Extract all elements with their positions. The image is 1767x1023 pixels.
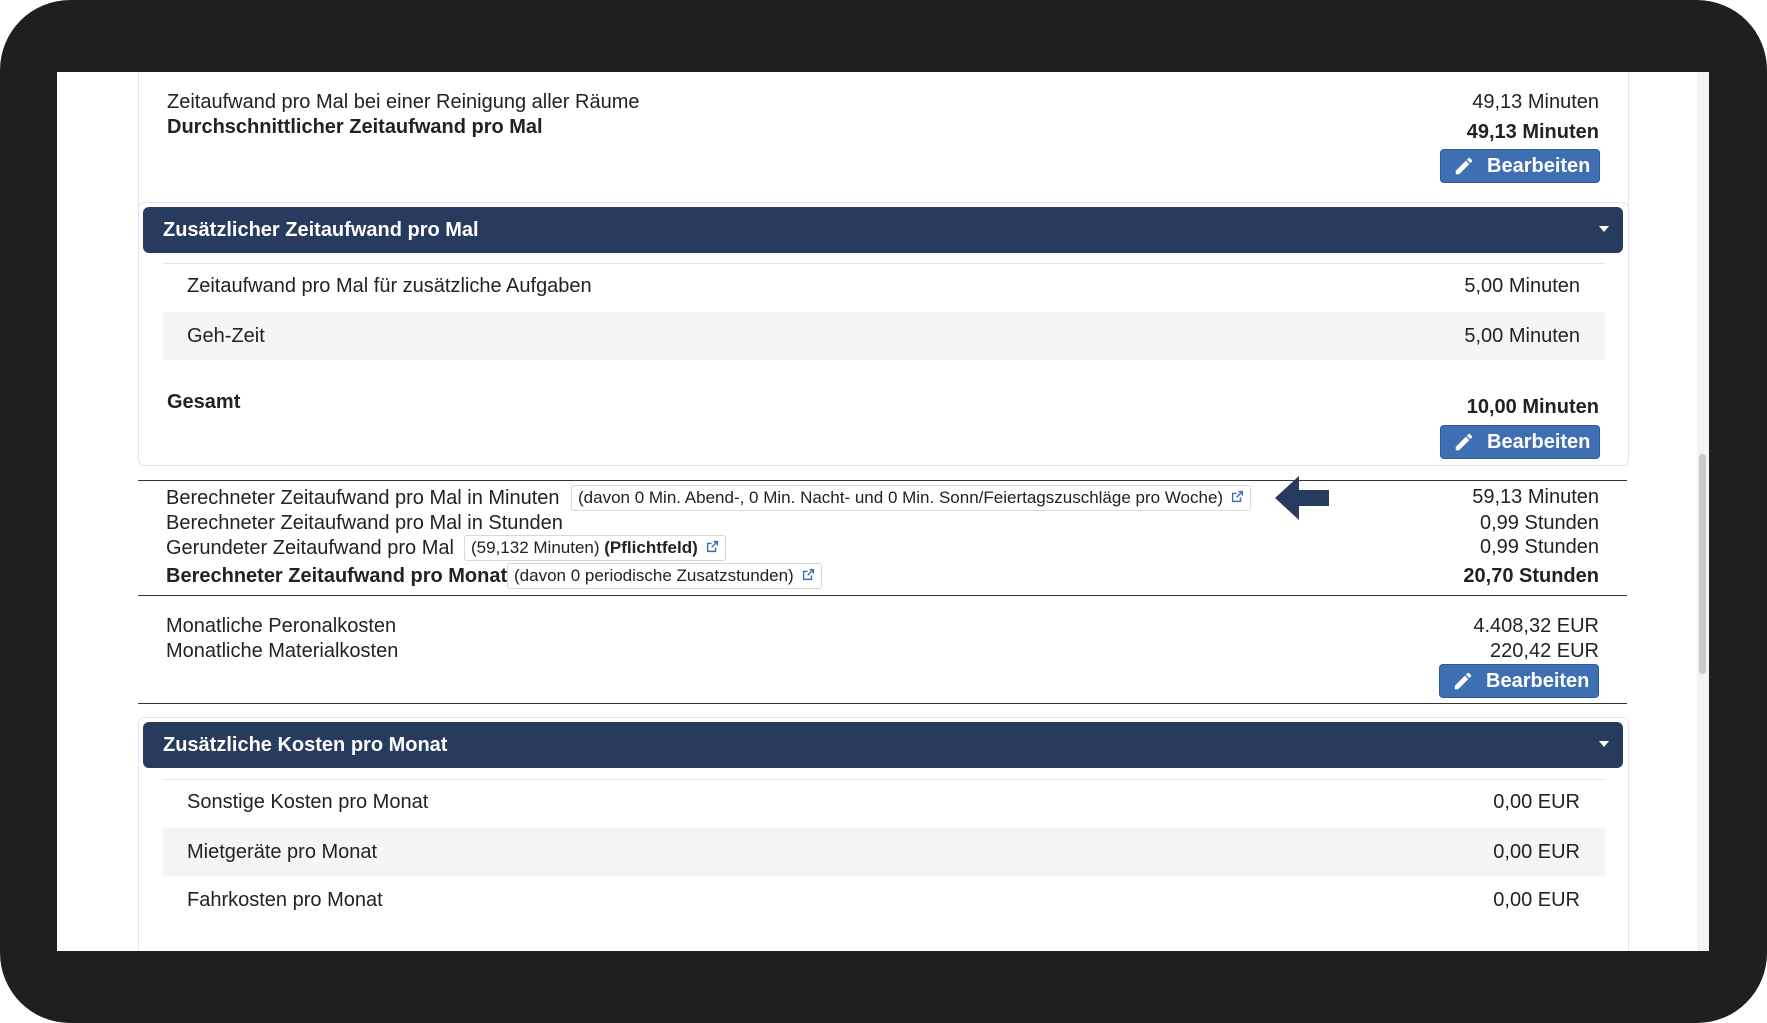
- edit-button-label: Bearbeiten: [1486, 669, 1590, 692]
- surcharge-info-tag[interactable]: [571, 485, 1251, 511]
- cleaning-time-label: Zeitaufwand pro Mal bei einer Reinigung aller Räume: [167, 91, 640, 113]
- pencil-icon: [1452, 670, 1474, 692]
- table-row-stripe: [163, 828, 1605, 876]
- edit-button-label: Bearbeiten: [1487, 154, 1591, 177]
- scrollbar[interactable]: [1697, 72, 1709, 951]
- table-row-stripe: [163, 312, 1605, 360]
- extra-tasks-value: 5,00 Minuten: [1464, 275, 1580, 297]
- divider: [138, 480, 1627, 481]
- walk-time-label: Geh-Zeit: [187, 325, 265, 347]
- material-cost-label: Monatliche Materialkosten: [166, 640, 399, 662]
- required-field-text: (Pflichtfeld): [604, 538, 698, 557]
- monthly-time-value: 20,70 Stunden: [1463, 565, 1599, 587]
- additional-time-header[interactable]: [143, 207, 1623, 253]
- total-label: Gesamt: [167, 391, 241, 413]
- additional-costs-header[interactable]: [143, 722, 1623, 768]
- monthly-time-label: Berechneter Zeitaufwand pro Monat: [166, 565, 508, 587]
- pencil-icon: [1453, 155, 1475, 177]
- extra-tasks-label: Zeitaufwand pro Mal für zusätzliche Aufgaben: [187, 275, 592, 297]
- material-cost-value: 220,42 EUR: [1490, 640, 1599, 662]
- rounded-time-tag[interactable]: [464, 535, 726, 561]
- travel-costs-label: Fahrkosten pro Monat: [187, 889, 383, 911]
- cleaning-time-value: 49,13 Minuten: [1472, 91, 1599, 113]
- edit-monthly-costs-button[interactable]: [1439, 664, 1599, 698]
- pencil-icon: [1453, 431, 1475, 453]
- rounded-time-label: Gerundeter Zeitaufwand pro Mal: [166, 537, 454, 559]
- page-content: [57, 72, 1709, 951]
- travel-costs-value: 0,00 EUR: [1493, 889, 1580, 911]
- rounded-minutes-text: (59,132 Minuten): [471, 538, 600, 557]
- divider: [163, 263, 1605, 264]
- walk-time-value: 5,00 Minuten: [1464, 325, 1580, 347]
- edit-button-label: Bearbeiten: [1487, 430, 1591, 453]
- calc-hours-label: Berechneter Zeitaufwand pro Mal in Stunden: [166, 512, 563, 534]
- caret-down-icon[interactable]: [1599, 741, 1609, 747]
- calc-hours-value: 0,99 Stunden: [1480, 512, 1599, 534]
- periodic-hours-text: (davon 0 periodische Zusatzstunden): [514, 566, 794, 585]
- external-link-icon[interactable]: [706, 536, 719, 560]
- scrollbar-thumb[interactable]: [1699, 454, 1706, 674]
- periodic-hours-tag[interactable]: [507, 563, 822, 589]
- calc-minutes-value: 59,13 Minuten: [1472, 486, 1599, 508]
- edit-additional-time-button[interactable]: [1440, 425, 1600, 459]
- divider: [163, 779, 1605, 780]
- calc-minutes-label: Berechneter Zeitaufwand pro Mal in Minuten: [166, 487, 560, 509]
- divider: [138, 703, 1627, 704]
- average-time-value: 49,13 Minuten: [1466, 121, 1599, 143]
- additional-time-title: Zusätzlicher Zeitaufwand pro Mal: [163, 218, 479, 241]
- rental-devices-value: 0,00 EUR: [1493, 841, 1580, 863]
- edit-time-summary-button[interactable]: [1440, 149, 1600, 183]
- average-time-label: Durchschnittlicher Zeitaufwand pro Mal: [167, 116, 543, 138]
- surcharge-info-text: (davon 0 Min. Abend-, 0 Min. Nacht- und 0 Min. Sonn/Feiertagszuschläge pro Woche): [578, 488, 1224, 507]
- personnel-cost-label: Monatliche Peronalkosten: [166, 615, 397, 637]
- other-costs-label: Sonstige Kosten pro Monat: [187, 791, 429, 813]
- caret-down-icon[interactable]: [1599, 226, 1609, 232]
- rental-devices-label: Mietgeräte pro Monat: [187, 841, 378, 863]
- other-costs-value: 0,00 EUR: [1493, 791, 1580, 813]
- arrow-left-icon: [1273, 472, 1333, 524]
- personnel-cost-value: 4.408,32 EUR: [1473, 615, 1599, 637]
- total-value: 10,00 Minuten: [1466, 396, 1599, 418]
- additional-costs-title: Zusätzliche Kosten pro Monat: [163, 733, 448, 756]
- divider: [138, 595, 1627, 596]
- external-link-icon[interactable]: [1231, 486, 1244, 510]
- external-link-icon[interactable]: [802, 564, 815, 588]
- rounded-time-value: 0,99 Stunden: [1480, 536, 1599, 558]
